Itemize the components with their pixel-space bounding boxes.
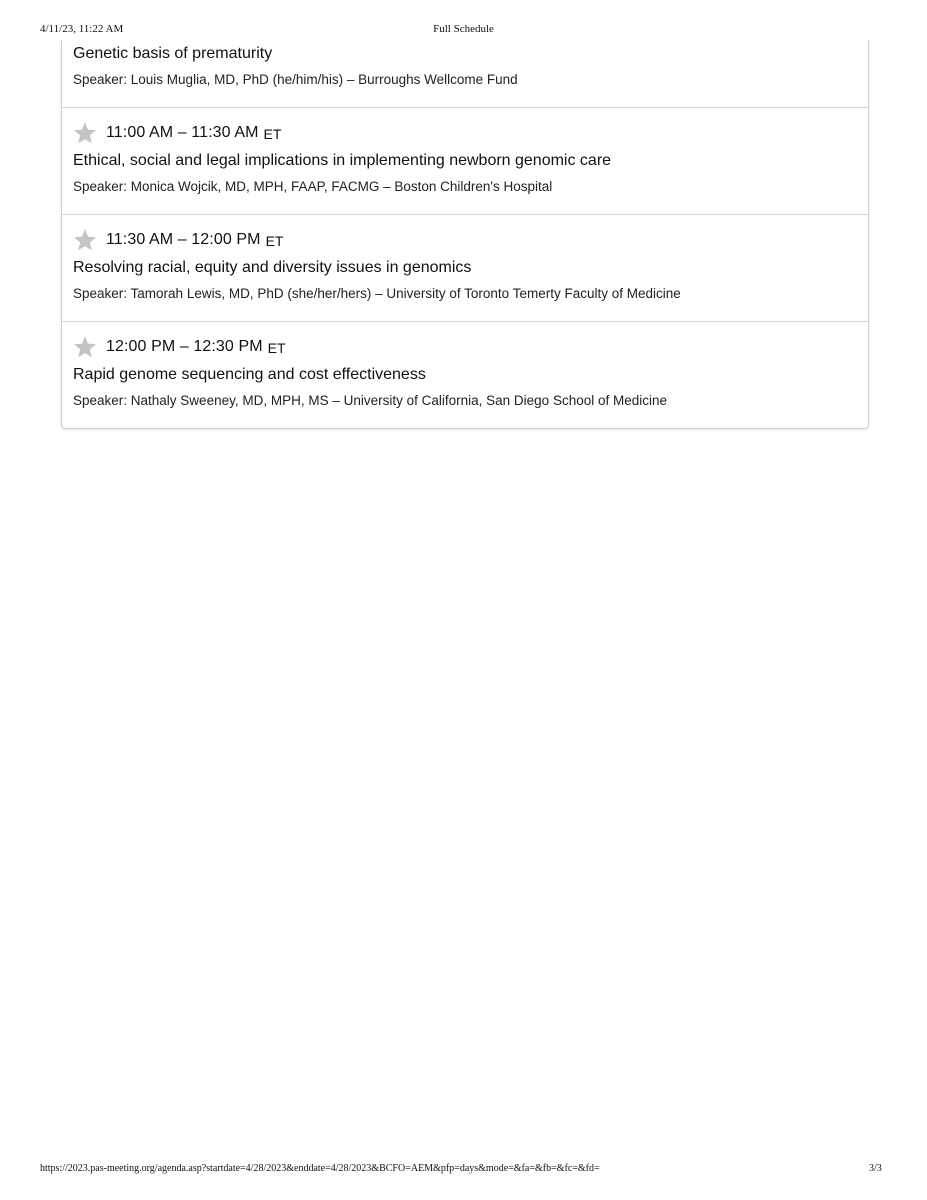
session-speaker: Speaker: Tamorah Lewis, MD, PhD (she/her/hers) – University of Toronto Temerty Faculty of Medicine (73, 286, 681, 301)
print-footer-url: https://2023.pas-meeting.org/agenda.asp?startdate=4/28/2023&enddate=4/28/2023&BCFO=AEM&pfp=days&mode=&fa=&fb=&fc=&fd= (40, 1163, 600, 1174)
print-footer-page-number: 3/3 (869, 1163, 882, 1174)
print-header-datetime: 4/11/23, 11:22 AM (40, 23, 124, 35)
star-icon[interactable] (73, 121, 97, 145)
session-title[interactable]: Rapid genome sequencing and cost effectiveness (73, 366, 426, 383)
session-time: 12:00 PM – 12:30 PM (106, 338, 263, 355)
session-item (62, 321, 868, 428)
session-speaker: Speaker: Louis Muglia, MD, PhD (he/him/his) – Burroughs Wellcome Fund (73, 72, 518, 87)
session-time: 11:30 AM – 12:00 PM (106, 231, 261, 248)
session-item (62, 214, 868, 321)
session-speaker: Speaker: Nathaly Sweeney, MD, MPH, MS – University of California, San Diego School of Medicine (73, 393, 668, 408)
session-speaker: Speaker: Monica Wojcik, MD, MPH, FAAP, FACMG – Boston Children's Hospital (73, 179, 553, 194)
session-item (62, 40, 868, 107)
session-time-row (73, 119, 281, 147)
session-item (62, 107, 868, 214)
session-time-row (73, 226, 283, 254)
session-title[interactable]: Genetic basis of prematurity (73, 45, 273, 62)
session-time: 11:00 AM – 11:30 AM (106, 124, 259, 141)
session-title[interactable]: Ethical, social and legal implications in implementing newborn genomic care (73, 152, 612, 169)
schedule-session-list (61, 40, 869, 429)
star-icon[interactable] (73, 228, 97, 252)
session-time-row (73, 333, 286, 361)
session-title[interactable]: Resolving racial, equity and diversity issues in genomics (73, 259, 472, 276)
star-icon[interactable] (73, 335, 97, 359)
session-timezone: ET (265, 233, 284, 249)
print-header-title: Full Schedule (433, 23, 494, 35)
session-timezone: ET (263, 126, 282, 142)
session-timezone: ET (267, 340, 286, 356)
